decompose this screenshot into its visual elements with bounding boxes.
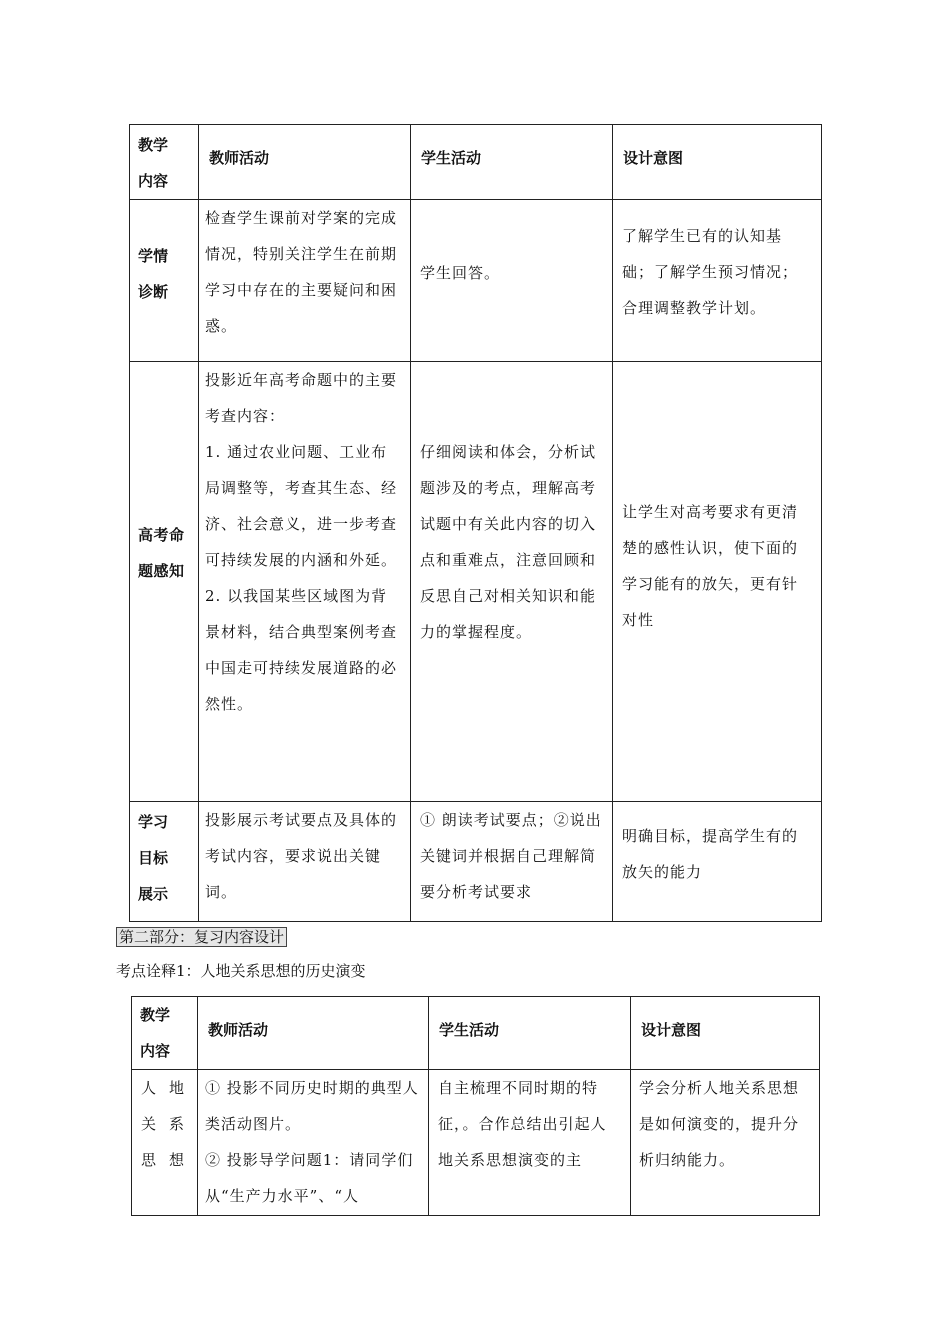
row-content-cell: 人地关系思想 [132,1070,198,1216]
header-cell-intent: 设计意图 [631,997,820,1070]
row-student-cell: 自主梳理不同时期的特征，。合作总结出引起人地关系思想演变的主 [429,1070,631,1216]
row-student-cell: ① 朗读考试要点；②说出关键词并根据自己理解简要分析考试要求 [411,802,613,922]
table-header-row [132,997,820,1070]
row-teacher-cell: 投影近年高考命题中的主要考查内容： 1. 通过农业问题、工业布局调整等，考查其生态、经济、社会意义，进一步考查可持续发展的内涵和外延。 2. 以我国某些区域图为背景材料，结合典型案例考查中国走可持续发展道路的必然性。 [199,362,411,802]
table-row [130,362,822,802]
header-cell-content: 教学内容 [132,997,198,1070]
row-content-cell: 学习目标展示 [130,802,199,922]
table-row [132,1070,820,1216]
row-content-cell: 高考命题感知 [130,362,199,802]
row-teacher-cell: 检查学生课前对学案的完成情况，特别关注学生在前期学习中存在的主要疑问和困惑。 [199,200,411,362]
table-header-row [130,125,822,200]
header-cell-student: 学生活动 [429,997,631,1070]
lesson-table-2 [131,996,820,1216]
table-row [130,802,822,922]
row-teacher-cell: ① 投影不同历史时期的典型人类活动图片。 ② 投影导学问题1：请同学们从“生产力水平”、“人 [198,1070,429,1216]
header-cell-content: 教学内容 [130,125,199,200]
row-intent-cell: 明确目标，提高学生有的放矢的能力 [613,802,822,922]
row-teacher-cell: 投影展示考试要点及具体的考试内容，要求说出关键词。 [199,802,411,922]
keypoint-title: 考点诠释1：人地关系思想的历史演变 [116,962,366,980]
header-cell-intent: 设计意图 [613,125,822,200]
lesson-table-1 [129,124,822,922]
row-student-cell: 学生回答。 [411,200,613,362]
header-cell-teacher: 教师活动 [199,125,411,200]
row-student-cell: 仔细阅读和体会，分析试题涉及的考点，理解高考试题中有关此内容的切入点和重难点，注意回顾和反思自己对相关知识和能力的掌握程度。 [411,362,613,802]
row-intent-cell: 学会分析人地关系思想是如何演变的，提升分析归纳能力。 [631,1070,820,1216]
table-row [130,200,822,362]
header-cell-teacher: 教师活动 [198,997,429,1070]
header-cell-student: 学生活动 [411,125,613,200]
section-title: 第二部分：复习内容设计 [116,927,287,947]
row-intent-cell: 让学生对高考要求有更清楚的感性认识，使下面的学习能有的放矢，更有针对性 [613,362,822,802]
row-content-cell: 学情诊断 [130,200,199,362]
row-intent-cell: 了解学生已有的认知基础；了解学生预习情况；合理调整教学计划。 [613,200,822,362]
